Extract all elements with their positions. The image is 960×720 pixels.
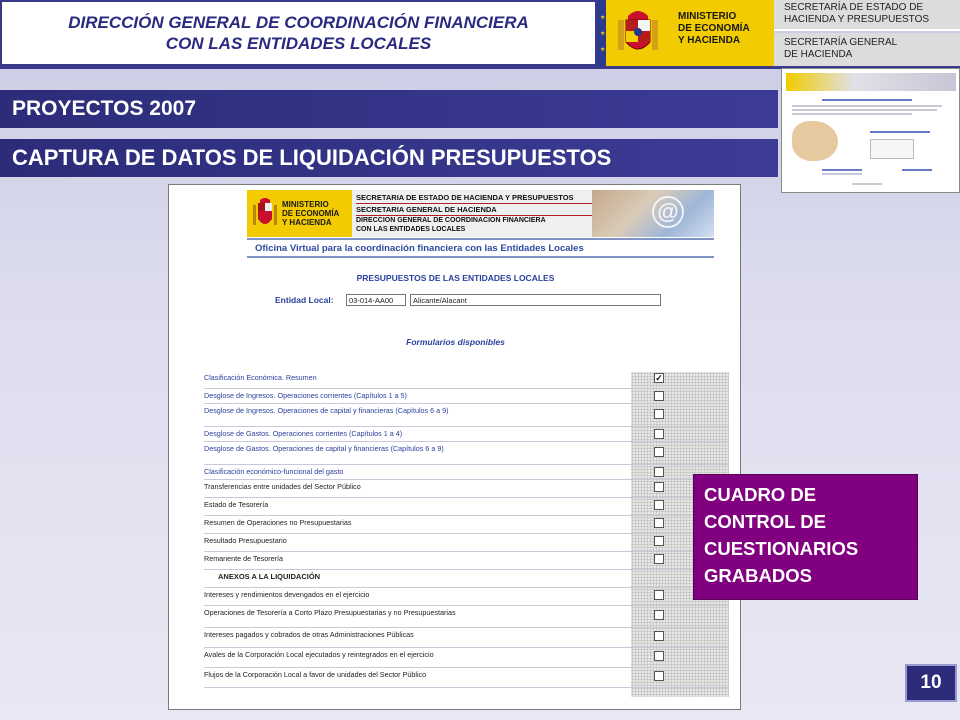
form-checkbox[interactable] (654, 429, 664, 439)
banner-coat-of-arms-icon (252, 197, 278, 231)
banner-dg-line2: CON LAS ENTIDADES LOCALES (356, 226, 466, 233)
callout-box (693, 474, 918, 600)
form-section-label: ANEXOS A LA LIQUIDACIÓN (218, 572, 321, 581)
form-row[interactable] (204, 498, 729, 516)
ministry-label (670, 0, 774, 66)
thumbnail-text-line (792, 109, 937, 111)
ministry-line1: MINISTERIO (678, 11, 737, 22)
form-row[interactable] (204, 552, 729, 570)
banner-dg-line1: DIRECCION GENERAL DE COORDINACION FINANCIERA (356, 217, 546, 224)
coat-of-arms-graphic (614, 4, 662, 62)
form-row[interactable] (204, 516, 729, 534)
section-title: PROYECTOS 2007 (0, 90, 778, 128)
form-link[interactable]: Resultado Presupuestario (204, 536, 287, 545)
callout-line4: GRABADOS (704, 565, 812, 586)
slide-subtitle: CAPTURA DE DATOS DE LIQUIDACIÓN PRESUPUESTOS (0, 139, 778, 177)
budgets-title: PRESUPUESTOS DE LAS ENTIDADES LOCALES (356, 273, 555, 283)
form-link[interactable]: Desglose de Ingresos. Operaciones de capital y financieras (Capítulos 6 a 9) (204, 406, 449, 415)
form-row[interactable] (204, 371, 729, 389)
form-row[interactable] (204, 480, 729, 498)
form-row[interactable] (204, 628, 729, 648)
form-checkbox[interactable] (654, 391, 664, 401)
sec-general-line2: DE HACIENDA (784, 49, 853, 60)
forms-title: Formularios disponibles (406, 337, 505, 347)
form-link[interactable]: Desglose de Ingresos. Operaciones corrientes (Capítulos 1 a 5) (204, 391, 407, 400)
thumbnail-text-line (792, 113, 912, 115)
header-title-line1: DIRECCIÓN GENERAL DE COORDINACIÓN FINANCIERA (68, 13, 529, 32)
sec-general-line1: SECRETARÍA GENERAL (784, 37, 898, 48)
callout-line2: CONTROL DE (704, 511, 826, 532)
form-link[interactable]: Estado de Tesorería (204, 500, 269, 509)
form-checkbox[interactable] (654, 518, 664, 528)
thumbnail-link-line (902, 169, 932, 171)
form-link[interactable]: Resumen de Operaciones no Presupuestarias (204, 518, 352, 527)
form-row[interactable] (204, 404, 729, 427)
thumbnail-heading-line (822, 99, 912, 101)
form-checkbox[interactable] (654, 631, 664, 641)
form-row[interactable] (204, 648, 729, 668)
at-sign-icon: @ (652, 196, 684, 228)
sec-general-label (774, 33, 960, 66)
sec-estado-line2: HACIENDA Y PRESUPUESTOS (784, 14, 930, 25)
form-checkbox[interactable] (654, 482, 664, 492)
page-number: 10 (905, 664, 957, 702)
form-row[interactable] (204, 668, 729, 688)
form-checkbox[interactable] (654, 409, 664, 419)
banner-ministry-line1: MINISTERIO (282, 200, 329, 209)
form-link[interactable]: Clasificación Económica. Resumen (204, 373, 317, 382)
callout-line1: CUADRO DE (704, 484, 817, 505)
form-checkbox-checked[interactable]: ✓ (655, 373, 663, 383)
thumbnail-heading-line (870, 131, 930, 133)
spain-map-icon (792, 121, 838, 161)
form-row[interactable] (204, 465, 729, 480)
form-link[interactable]: Intereses y rendimientos devengados en el ejercicio (204, 590, 370, 599)
eu-flag-strip: ★ ★ ★ (597, 0, 609, 66)
office-title: Oficina Virtual para la coordinación financiera con las Entidades Locales (247, 238, 714, 258)
form-link[interactable]: Transferencias entre unidades del Sector Público (204, 482, 361, 491)
form-checkbox[interactable] (654, 651, 664, 661)
form-checkbox[interactable] (654, 536, 664, 546)
header-title-line2: CON LAS ENTIDADES LOCALES (165, 34, 432, 53)
form-link[interactable]: Intereses pagados y cobrados de otras Administraciones Públicas (204, 630, 414, 639)
thumbnail-select-box (870, 139, 914, 159)
form-checkbox[interactable] (654, 500, 664, 510)
form-section-header (204, 570, 729, 588)
thumbnail-text-line (852, 183, 882, 185)
form-link[interactable]: Remanente de Tesorería (204, 554, 283, 563)
form-row[interactable] (204, 534, 729, 552)
form-link[interactable]: Desglose de Gastos. Operaciones de capital y financieras (Capítulos 6 a 9) (204, 444, 444, 453)
form-checkbox[interactable] (654, 590, 664, 600)
form-row[interactable] (204, 588, 729, 606)
ministry-line2: DE ECONOMÍA (678, 23, 750, 34)
form-link[interactable]: Desglose de Gastos. Operaciones corrientes (Capítulos 1 a 4) (204, 429, 403, 438)
form-checkbox[interactable] (654, 671, 664, 681)
website-thumbnail (781, 68, 960, 193)
banner-sec-general: SECRETARIA GENERAL DE HACIENDA (356, 204, 592, 216)
thumbnail-text-line (792, 105, 942, 107)
form-row[interactable] (204, 427, 729, 442)
form-checkbox[interactable] (654, 447, 664, 457)
screenshot-panel (168, 184, 741, 710)
banner-agency-block (352, 190, 592, 237)
thumbnail-text-line (822, 173, 862, 175)
header-title (0, 0, 597, 66)
form-checkbox[interactable] (654, 554, 664, 564)
banner-ministry-block (247, 190, 352, 237)
entity-name-field[interactable]: Alicante/Alacant (410, 294, 661, 306)
entity-code-field[interactable]: 03-014-AA00 (346, 294, 406, 306)
form-link[interactable]: Clasificación económico-funcional del gasto (204, 467, 344, 476)
banner-ministry-line2: DE ECONOMÍA (282, 209, 340, 218)
sec-estado-label (774, 0, 960, 31)
ministry-line3: Y HACIENDA (678, 35, 741, 46)
coat-of-arms-icon (606, 0, 670, 66)
banner-sec-estado: SECRETARIA DE ESTADO DE HACIENDA Y PRESUPUESTOS (356, 193, 592, 204)
form-row[interactable] (204, 442, 729, 465)
form-checkbox[interactable] (654, 467, 664, 477)
form-row[interactable] (204, 606, 729, 628)
banner-photo (592, 190, 714, 237)
form-row[interactable] (204, 389, 729, 404)
thumbnail-banner (786, 73, 956, 91)
banner-ministry-line3: Y HACIENDA (282, 218, 332, 227)
form-link[interactable]: Flujos de la Corporación Local a favor de unidades del Sector Público (204, 670, 427, 679)
form-link[interactable]: Operaciones de Tesorería a Corto Plazo Presupuestarias y no Presupuestarias (204, 608, 456, 617)
form-link[interactable]: Avales de la Corporación Local ejecutados y reintegrados en el ejercicio (204, 650, 434, 659)
thumbnail-link-line (822, 169, 862, 171)
sec-estado-line1: SECRETARÍA DE ESTADO DE (784, 2, 924, 13)
callout-line3: CUESTIONARIOS (704, 538, 859, 559)
form-checkbox[interactable] (654, 610, 664, 620)
entity-label: Entidad Local: (275, 295, 334, 305)
